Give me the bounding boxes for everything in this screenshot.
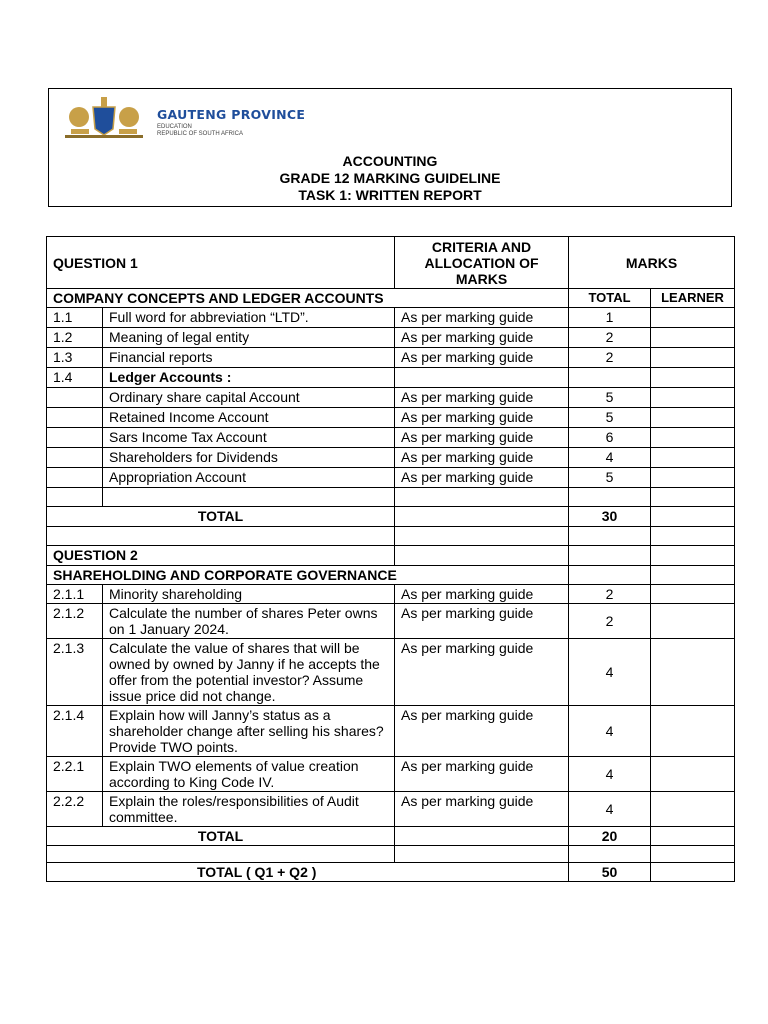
logo-line-education: EDUCATION bbox=[157, 124, 192, 130]
gauteng-logo bbox=[57, 93, 319, 143]
item-total: 1 bbox=[569, 308, 651, 328]
learner-mark-cell[interactable] bbox=[651, 448, 735, 468]
item-text: Financial reports bbox=[103, 348, 395, 368]
item-criteria: As per marking guide bbox=[395, 468, 569, 488]
item-criteria: As per marking guide bbox=[395, 604, 569, 639]
item-number bbox=[47, 388, 103, 408]
table-row bbox=[47, 368, 735, 388]
item-total: 4 bbox=[569, 448, 651, 468]
item-criteria: As per marking guide bbox=[395, 408, 569, 428]
item-criteria: As per marking guide bbox=[395, 388, 569, 408]
total-column-heading: TOTAL bbox=[569, 289, 651, 308]
item-text: Explain the roles/responsibilities of Audit committee. bbox=[103, 792, 395, 827]
table-row bbox=[47, 706, 735, 757]
empty-row bbox=[47, 527, 735, 546]
q2-section-heading: SHAREHOLDING AND CORPORATE GOVERNANCE bbox=[47, 566, 569, 585]
table-row bbox=[47, 604, 735, 639]
item-number: 2.1.2 bbox=[47, 604, 103, 639]
q1-section-heading: COMPANY CONCEPTS AND LEDGER ACCOUNTS bbox=[47, 289, 569, 308]
item-total: 2 bbox=[569, 604, 651, 639]
item-criteria: As per marking guide bbox=[395, 585, 569, 604]
learner-mark-cell[interactable] bbox=[651, 328, 735, 348]
criteria-heading: CRITERIA AND ALLOCATION OF MARKS bbox=[395, 237, 569, 289]
item-text: Calculate the number of shares Peter owns on 1 January 2024. bbox=[103, 604, 395, 639]
item-number: 1.1 bbox=[47, 308, 103, 328]
learner-mark-cell[interactable] bbox=[651, 604, 735, 639]
table-row bbox=[47, 448, 735, 468]
learner-mark-cell[interactable] bbox=[651, 639, 735, 706]
learner-mark-cell[interactable] bbox=[651, 507, 735, 527]
guide-title: GRADE 12 MARKING GUIDELINE bbox=[279, 170, 501, 186]
question-1-heading: QUESTION 1 bbox=[47, 237, 395, 289]
item-text: Retained Income Account bbox=[103, 408, 395, 428]
item-text: Meaning of legal entity bbox=[103, 328, 395, 348]
empty-row bbox=[47, 488, 735, 507]
item-number: 2.2.2 bbox=[47, 792, 103, 827]
learner-mark-cell[interactable] bbox=[651, 348, 735, 368]
table-row bbox=[47, 585, 735, 604]
item-number bbox=[47, 468, 103, 488]
item-total: 6 bbox=[569, 428, 651, 448]
item-text: Ordinary share capital Account bbox=[103, 388, 395, 408]
q1-total-label: TOTAL bbox=[47, 507, 395, 527]
item-text: Sars Income Tax Account bbox=[103, 428, 395, 448]
table-row bbox=[47, 408, 735, 428]
table-row bbox=[47, 468, 735, 488]
grand-total-label: TOTAL ( Q1 + Q2 ) bbox=[47, 863, 569, 882]
item-total: 2 bbox=[569, 585, 651, 604]
item-total: 5 bbox=[569, 468, 651, 488]
logo-name: GAUTENG PROVINCE bbox=[157, 107, 306, 122]
item-number: 2.1.3 bbox=[47, 639, 103, 706]
item-number bbox=[47, 428, 103, 448]
table-row bbox=[47, 388, 735, 408]
q1-total-value: 30 bbox=[569, 507, 651, 527]
item-text: Minority shareholding bbox=[103, 585, 395, 604]
table-row bbox=[47, 757, 735, 792]
item-criteria: As per marking guide bbox=[395, 308, 569, 328]
item-criteria: As per marking guide bbox=[395, 348, 569, 368]
learner-mark-cell[interactable] bbox=[651, 585, 735, 604]
logo-line-country: REPUBLIC OF SOUTH AFRICA bbox=[157, 131, 244, 137]
item-number: 1.4 bbox=[47, 368, 103, 388]
table-row bbox=[47, 428, 735, 448]
learner-mark-cell[interactable] bbox=[651, 388, 735, 408]
learner-mark-cell[interactable] bbox=[651, 757, 735, 792]
learner-column-heading: LEARNER bbox=[651, 289, 735, 308]
item-text: Shareholders for Dividends bbox=[103, 448, 395, 468]
item-number: 1.3 bbox=[47, 348, 103, 368]
item-total: 2 bbox=[569, 348, 651, 368]
learner-mark-cell[interactable] bbox=[651, 792, 735, 827]
q2-total-label: TOTAL bbox=[47, 827, 395, 846]
item-criteria bbox=[395, 368, 569, 388]
item-criteria: As per marking guide bbox=[395, 757, 569, 792]
learner-mark-cell[interactable] bbox=[651, 428, 735, 448]
learner-mark-cell[interactable] bbox=[651, 863, 735, 882]
item-total: 2 bbox=[569, 328, 651, 348]
item-number: 2.1.4 bbox=[47, 706, 103, 757]
question-2-heading: QUESTION 2 bbox=[47, 546, 395, 566]
table-row bbox=[47, 348, 735, 368]
item-criteria: As per marking guide bbox=[395, 448, 569, 468]
grand-total-value: 50 bbox=[569, 863, 651, 882]
item-total: 5 bbox=[569, 408, 651, 428]
item-total: 4 bbox=[569, 792, 651, 827]
item-criteria: As per marking guide bbox=[395, 792, 569, 827]
item-text: Calculate the value of shares that will be owned by owned by Janny if he accepts the offer from the potential investor? Assume issue price did not change. bbox=[103, 639, 395, 706]
item-text: Ledger Accounts : bbox=[103, 368, 395, 388]
item-text: Full word for abbreviation “LTD”. bbox=[103, 308, 395, 328]
item-text: Explain TWO elements of value creation according to King Code IV. bbox=[103, 757, 395, 792]
item-criteria: As per marking guide bbox=[395, 639, 569, 706]
table-row bbox=[47, 792, 735, 827]
q2-total-value: 20 bbox=[569, 827, 651, 846]
subject-title: ACCOUNTING bbox=[342, 153, 438, 169]
empty-row bbox=[47, 846, 735, 863]
item-total: 4 bbox=[569, 757, 651, 792]
learner-mark-cell[interactable] bbox=[651, 308, 735, 328]
table-row bbox=[47, 308, 735, 328]
item-total: 4 bbox=[569, 639, 651, 706]
learner-mark-cell[interactable] bbox=[651, 468, 735, 488]
table-row bbox=[47, 639, 735, 706]
learner-mark-cell[interactable] bbox=[651, 706, 735, 757]
marks-heading: MARKS bbox=[569, 237, 735, 289]
item-total bbox=[569, 368, 651, 388]
item-criteria: As per marking guide bbox=[395, 706, 569, 757]
task-title: TASK 1: WRITTEN REPORT bbox=[298, 187, 482, 203]
learner-mark-cell[interactable] bbox=[651, 408, 735, 428]
item-criteria: As per marking guide bbox=[395, 428, 569, 448]
item-text: Appropriation Account bbox=[103, 468, 395, 488]
item-number: 1.2 bbox=[47, 328, 103, 348]
marking-guideline-table bbox=[46, 236, 735, 882]
learner-mark-cell[interactable] bbox=[651, 827, 735, 846]
item-total: 5 bbox=[569, 388, 651, 408]
item-number: 2.2.1 bbox=[47, 757, 103, 792]
document-header bbox=[48, 88, 732, 207]
item-number bbox=[47, 408, 103, 428]
item-text: Explain how will Janny’s status as a shareholder change after selling his shares? Provide TWO points. bbox=[103, 706, 395, 757]
learner-mark-cell[interactable] bbox=[651, 488, 735, 507]
learner-mark-cell[interactable] bbox=[651, 368, 735, 388]
item-criteria: As per marking guide bbox=[395, 328, 569, 348]
item-number: 2.1.1 bbox=[47, 585, 103, 604]
table-row bbox=[47, 328, 735, 348]
item-total: 4 bbox=[569, 706, 651, 757]
item-number bbox=[47, 448, 103, 468]
